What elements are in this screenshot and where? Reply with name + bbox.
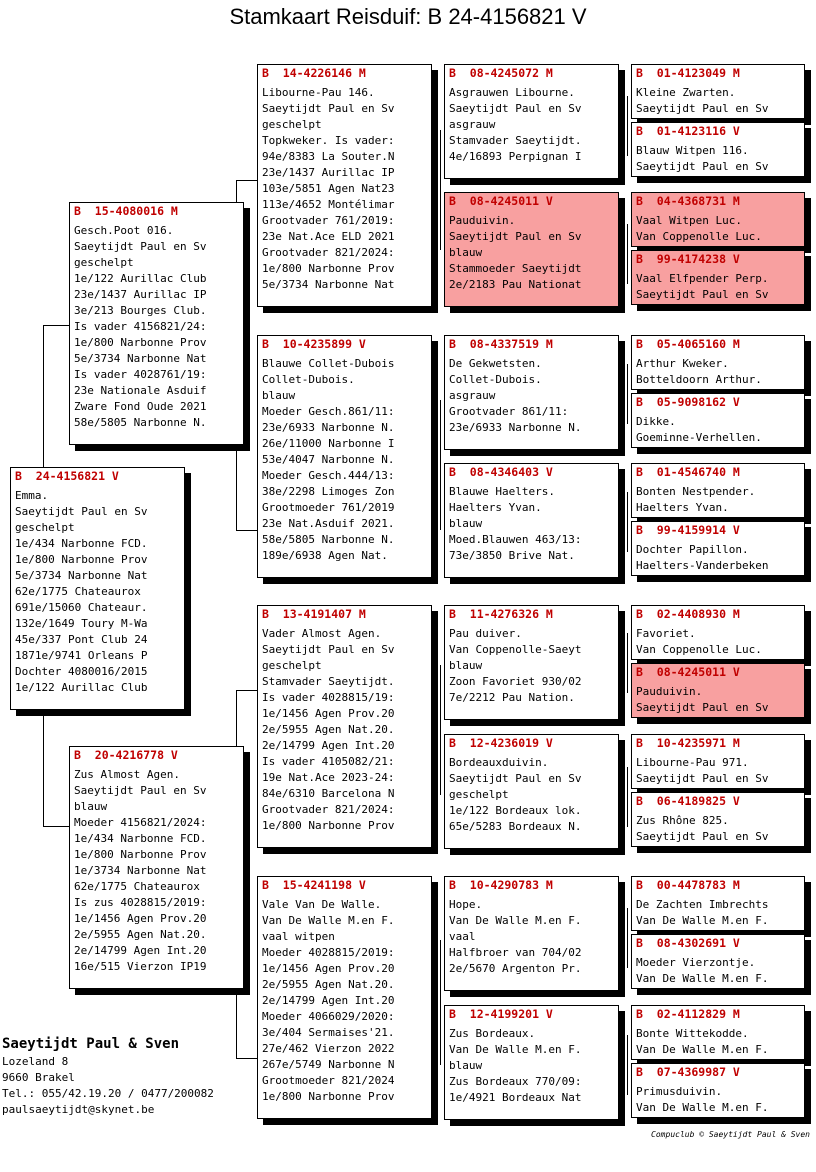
card-line: blauw bbox=[449, 659, 483, 672]
card-line: 1e/800 Narbonne Prov bbox=[15, 553, 148, 566]
owner-city: 9660 Brakel bbox=[2, 1071, 75, 1084]
card-line: Zware Fond Oude 2021 bbox=[74, 400, 207, 413]
card-line: Is vader 4028761/19: bbox=[74, 368, 207, 381]
ring-number: B 13-4191407 M bbox=[262, 607, 366, 621]
card-line: Saeytijdt Paul en Sv bbox=[636, 772, 769, 785]
card-line: Van Coppenolle Luc. bbox=[636, 230, 762, 243]
card-line: 84e/6310 Barcelona N bbox=[262, 787, 395, 800]
card-line: Saeytijdt Paul en Sv bbox=[449, 230, 582, 243]
ring-number: B 15-4080016 M bbox=[74, 204, 178, 218]
card-line: geschelpt bbox=[15, 521, 75, 534]
pigeon-card-g16[interactable] bbox=[631, 1063, 805, 1118]
card-line: Moeder 4156821/2024: bbox=[74, 816, 207, 829]
card-line: 1e/800 Narbonne Prov bbox=[74, 848, 207, 861]
card-line: 45e/337 Pont Club 24 bbox=[15, 633, 148, 646]
connector-line bbox=[440, 130, 441, 250]
pigeon-card-mfm[interactable] bbox=[444, 734, 619, 849]
card-line: 26e/11000 Narbonne I bbox=[262, 437, 395, 450]
card-line: Van De Walle M.en F. bbox=[636, 1043, 769, 1056]
card-line: Grootvader 761/2019: bbox=[262, 214, 395, 227]
card-line: 3e/213 Bourges Club. bbox=[74, 304, 207, 317]
ring-number: B 05-9098162 V bbox=[636, 395, 740, 409]
card-line: Van De Walle M.en F. bbox=[636, 972, 769, 985]
card-line: Asgrauwen Libourne. bbox=[449, 86, 575, 99]
card-line: Saeytijdt Paul en Sv bbox=[15, 505, 148, 518]
ring-number: B 99-4159914 V bbox=[636, 523, 740, 537]
pigeon-card-g11[interactable] bbox=[631, 734, 805, 789]
card-line: Stamvader Saeytijdt. bbox=[449, 134, 582, 147]
card-line: Moeder Gesch.444/13: bbox=[262, 469, 395, 482]
card-line: 5e/3734 Narbonne Nat bbox=[262, 278, 395, 291]
card-line: Stamvader Saeytijdt. bbox=[262, 675, 395, 688]
connector-line bbox=[627, 364, 628, 424]
card-line: 2e/14799 Agen Int.20 bbox=[262, 739, 395, 752]
card-line: Halfbroer van 704/02 bbox=[449, 946, 582, 959]
card-line: Saeytijdt Paul en Sv bbox=[449, 772, 582, 785]
ring-number: B 12-4236019 V bbox=[449, 736, 553, 750]
card-line: Is vader 4105082/21: bbox=[262, 755, 395, 768]
card-line: 23e/6933 Narbonne N. bbox=[262, 421, 395, 434]
card-line: Stammoeder Saeytijdt bbox=[449, 262, 582, 275]
card-line: Moeder Gesch.861/11: bbox=[262, 405, 395, 418]
card-line: Van De Walle M.en F. bbox=[449, 914, 582, 927]
ring-number: B 10-4235971 M bbox=[636, 736, 740, 750]
card-line: Pau duiver. bbox=[449, 627, 522, 640]
card-line: 1e/800 Narbonne Prov bbox=[262, 262, 395, 275]
connector-line bbox=[627, 96, 628, 156]
footer-credit: Compuclub © Saeytijdt Paul & Sven bbox=[651, 1130, 810, 1139]
card-line: Grootmoeder 761/2019 bbox=[262, 501, 395, 514]
ring-number: B 00-4478783 M bbox=[636, 878, 740, 892]
pigeon-card-g6[interactable] bbox=[631, 393, 805, 448]
card-line: Is zus 4028815/2019: bbox=[74, 896, 207, 909]
ring-number: B 10-4290783 M bbox=[449, 878, 553, 892]
card-line: 103e/5851 Agen Nat23 bbox=[262, 182, 395, 195]
card-line: Kleine Zwarten. bbox=[636, 86, 736, 99]
card-line: 2e/5670 Argenton Pr. bbox=[449, 962, 582, 975]
connector-line bbox=[627, 633, 628, 693]
ring-number: B 20-4216778 V bbox=[74, 748, 178, 762]
pigeon-card-g13[interactable] bbox=[631, 876, 805, 931]
card-line: Van De Walle M.en F. bbox=[262, 914, 395, 927]
card-line: Saeytijdt Paul en Sv bbox=[636, 830, 769, 843]
card-line: Emma. bbox=[15, 489, 49, 502]
card-line: blauw bbox=[449, 246, 483, 259]
card-line: 23e/1437 Aurillac IP bbox=[262, 166, 395, 179]
card-line: Pauduivin. bbox=[636, 685, 703, 698]
card-line: 3e/404 Sermaises'21. bbox=[262, 1026, 395, 1039]
card-line: blauw bbox=[262, 389, 296, 402]
card-line: 2e/14799 Agen Int.20 bbox=[74, 944, 207, 957]
ring-number: B 12-4199201 V bbox=[449, 1007, 553, 1021]
card-line: Dochter 4080016/2015 bbox=[15, 665, 148, 678]
card-line: Van De Walle M.en F. bbox=[449, 1043, 582, 1056]
card-line: Topkweker. Is vader: bbox=[262, 134, 395, 147]
card-line: Zus Bordeaux. bbox=[449, 1027, 536, 1040]
card-line: Saeytijdt Paul en Sv bbox=[636, 102, 769, 115]
ring-number: B 14-4226146 M bbox=[262, 66, 366, 80]
card-line: Zus Bordeaux 770/09: bbox=[449, 1075, 582, 1088]
card-line: Saeytijdt Paul en Sv bbox=[262, 102, 395, 115]
card-line: Moeder 4066029/2020: bbox=[262, 1010, 395, 1023]
card-line: geschelpt bbox=[262, 659, 322, 672]
pigeon-card-mmm[interactable] bbox=[444, 1005, 619, 1120]
card-line: 23e Nat.Asduif 2021. bbox=[262, 517, 395, 530]
card-line: 1e/122 Bordeaux lok. bbox=[449, 804, 582, 817]
connector-line bbox=[43, 826, 70, 827]
card-line: Goeminne-Verhellen. bbox=[636, 431, 762, 444]
card-line: 691e/15060 Chateaur. bbox=[15, 601, 148, 614]
ring-number: B 99-4174238 V bbox=[636, 252, 740, 266]
card-line: geschelpt bbox=[449, 788, 509, 801]
card-line: Botteldoorn Arthur. bbox=[636, 373, 762, 386]
card-line: Zus Almost Agen. bbox=[74, 768, 180, 781]
card-line: 16e/515 Vierzon IP19 bbox=[74, 960, 207, 973]
connector-line bbox=[440, 940, 441, 1065]
card-line: 2e/5955 Agen Nat.20. bbox=[74, 928, 207, 941]
connector-line bbox=[236, 690, 258, 691]
card-line: 23e Nationale Asduif bbox=[74, 384, 207, 397]
owner-info bbox=[2, 1034, 214, 1118]
card-line: Van De Walle M.en F. bbox=[636, 1101, 769, 1114]
owner-street: Lozeland 8 bbox=[2, 1055, 69, 1068]
card-line: 5e/3734 Narbonne Nat bbox=[74, 352, 207, 365]
card-line: 23e/6933 Narbonne N. bbox=[449, 421, 582, 434]
pigeon-card-mf[interactable] bbox=[257, 605, 432, 848]
page-title: Stamkaart Reisduif: B 24-4156821 V bbox=[229, 4, 587, 29]
card-line: Bonten Nestpender. bbox=[636, 485, 756, 498]
ring-number: B 01-4123049 M bbox=[636, 66, 740, 80]
card-line: De Zachten Imbrechts bbox=[636, 898, 769, 911]
card-line: vaal bbox=[449, 930, 476, 943]
pigeon-card-g1[interactable] bbox=[631, 64, 805, 119]
card-line: Blauw Witpen 116. bbox=[636, 144, 749, 157]
pigeon-card-father[interactable] bbox=[69, 202, 244, 445]
card-line: 7e/2212 Pau Nation. bbox=[449, 691, 575, 704]
card-line: Zus Rhône 825. bbox=[636, 814, 729, 827]
connector-line bbox=[43, 325, 70, 326]
card-line: 19e Nat.Ace 2023-24: bbox=[262, 771, 395, 784]
card-line: Arthur Kweker. bbox=[636, 357, 729, 370]
card-line: Zoon Favoriet 930/02 bbox=[449, 675, 582, 688]
card-line: 62e/1775 Chateaurox bbox=[15, 585, 141, 598]
card-line: Moeder 4028815/2019: bbox=[262, 946, 395, 959]
connector-line bbox=[236, 180, 258, 181]
card-line: Saeytijdt Paul en Sv bbox=[449, 102, 582, 115]
card-line: Vaal Witpen Luc. bbox=[636, 214, 742, 227]
card-line: Grootvader 861/11: bbox=[449, 405, 569, 418]
card-line: Saeytijdt Paul en Sv bbox=[74, 784, 207, 797]
card-line: Favoriet. bbox=[636, 627, 696, 640]
card-line: Saeytijdt Paul en Sv bbox=[636, 160, 769, 173]
ring-number: B 24-4156821 V bbox=[15, 469, 119, 483]
card-line: Grootmoeder 821/2024 bbox=[262, 1074, 395, 1087]
card-line: Collet-Dubois. bbox=[262, 373, 355, 386]
ring-number: B 08-4346403 V bbox=[449, 465, 553, 479]
ring-number: B 07-4369987 V bbox=[636, 1065, 740, 1079]
card-line: Is vader 4028815/19: bbox=[262, 691, 395, 704]
pigeon-card-g4[interactable] bbox=[631, 250, 805, 305]
card-line: Haelters Yvan. bbox=[449, 501, 542, 514]
card-line: Moeder Vierzontje. bbox=[636, 956, 756, 969]
card-line: Saeytijdt Paul en Sv bbox=[636, 701, 769, 714]
ring-number: B 05-4065160 M bbox=[636, 337, 740, 351]
card-line: geschelpt bbox=[74, 256, 134, 269]
owner-phone: Tel.: 055/42.19.20 / 0477/200082 bbox=[2, 1087, 214, 1100]
card-line: 1e/800 Narbonne Prov bbox=[262, 819, 395, 832]
card-line: 1e/434 Narbonne FCD. bbox=[74, 832, 207, 845]
ring-number: B 08-4245011 V bbox=[636, 665, 740, 679]
card-line: 94e/8383 La Souter.N bbox=[262, 150, 395, 163]
card-line: 65e/5283 Bordeaux N. bbox=[449, 820, 582, 833]
pigeon-card-ff[interactable] bbox=[257, 64, 432, 307]
pigeon-card-mmf[interactable] bbox=[444, 876, 619, 991]
card-line: Libourne-Pau 146. bbox=[262, 86, 375, 99]
pigeon-card-g8[interactable] bbox=[631, 521, 805, 576]
card-line: Saeytijdt Paul en Sv bbox=[74, 240, 207, 253]
ring-number: B 08-4245072 M bbox=[449, 66, 553, 80]
connector-line bbox=[627, 908, 628, 968]
card-line: geschelpt bbox=[262, 118, 322, 131]
pigeon-card-mother[interactable] bbox=[69, 746, 244, 989]
pigeon-card-g5[interactable] bbox=[631, 335, 805, 390]
ring-number: B 15-4241198 V bbox=[262, 878, 366, 892]
pigeon-card-fm[interactable] bbox=[257, 335, 432, 578]
pigeon-card-g14[interactable] bbox=[631, 934, 805, 989]
pigeon-card-fff[interactable] bbox=[444, 64, 619, 179]
card-line: 62e/1775 Chateaurox bbox=[74, 880, 200, 893]
card-line: Saeytijdt Paul en Sv bbox=[636, 288, 769, 301]
card-line: Primusduivin. bbox=[636, 1085, 723, 1098]
card-line: Collet-Dubois. bbox=[449, 373, 542, 386]
pigeon-card-mm[interactable] bbox=[257, 876, 432, 1119]
card-line: 1e/800 Narbonne Prov bbox=[262, 1090, 395, 1103]
card-line: 2e/14799 Agen Int.20 bbox=[262, 994, 395, 1007]
connector-line bbox=[236, 530, 258, 531]
card-line: 2e/5955 Agen Nat.20. bbox=[262, 978, 395, 991]
card-line: Grootvader 821/2024: bbox=[262, 246, 395, 259]
ring-number: B 01-4123116 V bbox=[636, 124, 740, 138]
connector-line bbox=[627, 492, 628, 552]
connector-line bbox=[236, 1058, 258, 1059]
card-line: 4e/16893 Perpignan I bbox=[449, 150, 582, 163]
card-line: asgrauw bbox=[449, 389, 496, 402]
card-line: 53e/4047 Narbonne N. bbox=[262, 453, 395, 466]
card-line: 1e/434 Narbonne FCD. bbox=[15, 537, 148, 550]
card-line: Vaal Elfpender Perp. bbox=[636, 272, 769, 285]
connector-line bbox=[43, 708, 44, 826]
card-line: 1e/3734 Narbonne Nat bbox=[74, 864, 207, 877]
pigeon-card-g7[interactable] bbox=[631, 463, 805, 518]
card-line: 113e/4652 Montélimar bbox=[262, 198, 395, 211]
card-line: Dikke. bbox=[636, 415, 676, 428]
card-line: Van De Walle M.en F. bbox=[636, 914, 769, 927]
card-line: Blauwe Haelters. bbox=[449, 485, 555, 498]
connector-line bbox=[43, 325, 44, 470]
card-line: 27e/462 Vierzon 2022 bbox=[262, 1042, 395, 1055]
ring-number: B 06-4189825 V bbox=[636, 794, 740, 808]
card-line: 1e/800 Narbonne Prov bbox=[74, 336, 207, 349]
card-line: Bordeauxduivin. bbox=[449, 756, 549, 769]
owner-name: Saeytijdt Paul & Sven bbox=[2, 1036, 180, 1052]
pigeon-card-mff[interactable] bbox=[444, 605, 619, 720]
card-line: vaal witpen bbox=[262, 930, 335, 943]
card-line: Vader Almost Agen. bbox=[262, 627, 382, 640]
card-line: Vale Van De Walle. bbox=[262, 898, 382, 911]
card-line: Van Coppenolle-Saeyt bbox=[449, 643, 582, 656]
connector-line bbox=[627, 767, 628, 827]
ring-number: B 11-4276326 M bbox=[449, 607, 553, 621]
pigeon-card-fmf[interactable] bbox=[444, 335, 619, 450]
owner-email: paulsaeytijdt@skynet.be bbox=[2, 1103, 155, 1116]
card-line: 1e/122 Aurillac Club bbox=[74, 272, 207, 285]
ring-number: B 08-4337519 M bbox=[449, 337, 553, 351]
card-line: 1e/4921 Bordeaux Nat bbox=[449, 1091, 582, 1104]
ring-number: B 10-4235899 V bbox=[262, 337, 366, 351]
pigeon-card-g9[interactable] bbox=[631, 605, 805, 660]
pigeon-card-ffm[interactable] bbox=[444, 192, 619, 307]
card-line: Blauwe Collet-Dubois bbox=[262, 357, 395, 370]
card-line: Is vader 4156821/24: bbox=[74, 320, 207, 333]
connector-line bbox=[627, 224, 628, 284]
ring-number: B 08-4245011 V bbox=[449, 194, 553, 208]
connector-line bbox=[627, 1035, 628, 1095]
card-line: Haelters Yvan. bbox=[636, 501, 729, 514]
card-line: Saeytijdt Paul en Sv bbox=[262, 643, 395, 656]
card-line: 132e/1649 Toury M-Wa bbox=[15, 617, 148, 630]
pigeon-card-g10[interactable] bbox=[631, 663, 805, 718]
pigeon-card-g2[interactable] bbox=[631, 122, 805, 177]
card-line: Hope. bbox=[449, 898, 483, 911]
ring-number: B 04-4368731 M bbox=[636, 194, 740, 208]
card-line: Haelters-Vanderbeken bbox=[636, 559, 769, 572]
ring-number: B 02-4112829 M bbox=[636, 1007, 740, 1021]
connector-line bbox=[440, 400, 441, 530]
card-line: 58e/5805 Narbonne N. bbox=[74, 416, 207, 429]
card-line: 2e/5955 Agen Nat.20. bbox=[262, 723, 395, 736]
card-line: 2e/2183 Pau Nationat bbox=[449, 278, 582, 291]
card-line: 58e/5805 Narbonne N. bbox=[262, 533, 395, 546]
card-line: Pauduivin. bbox=[449, 214, 516, 227]
card-line: 5e/3734 Narbonne Nat bbox=[15, 569, 148, 582]
card-line: Gesch.Poot 016. bbox=[74, 224, 174, 237]
card-line: blauw bbox=[449, 517, 483, 530]
card-line: 23e/1437 Aurillac IP bbox=[74, 288, 207, 301]
pigeon-card-g15[interactable] bbox=[631, 1005, 805, 1060]
card-line: 1e/1456 Agen Prov.20 bbox=[262, 962, 395, 975]
card-line: Moed.Blauwen 463/13: bbox=[449, 533, 582, 546]
card-line: Van Coppenolle Luc. bbox=[636, 643, 762, 656]
pigeon-card-g3[interactable] bbox=[631, 192, 805, 247]
ring-number: B 08-4302691 V bbox=[636, 936, 740, 950]
card-line: Libourne-Pau 971. bbox=[636, 756, 749, 769]
card-line: 23e Nat.Ace ELD 2021 bbox=[262, 230, 395, 243]
pigeon-card-fmm[interactable] bbox=[444, 463, 619, 578]
card-line: blauw bbox=[449, 1059, 483, 1072]
card-line: blauw bbox=[74, 800, 108, 813]
pigeon-card-subject[interactable] bbox=[10, 467, 185, 710]
card-line: 1e/122 Aurillac Club bbox=[15, 681, 148, 694]
card-line: asgrauw bbox=[449, 118, 496, 131]
card-line: De Gekwetsten. bbox=[449, 357, 542, 370]
connector-line bbox=[440, 665, 441, 795]
card-line: 189e/6938 Agen Nat. bbox=[262, 549, 388, 562]
pigeon-card-g12[interactable] bbox=[631, 792, 805, 847]
card-line: 1e/1456 Agen Prov.20 bbox=[262, 707, 395, 720]
card-line: 1871e/9741 Orleans P bbox=[15, 649, 148, 662]
card-line: Bonte Wittekodde. bbox=[636, 1027, 749, 1040]
ring-number: B 01-4546740 M bbox=[636, 465, 740, 479]
card-line: 1e/1456 Agen Prov.20 bbox=[74, 912, 207, 925]
card-line: 73e/3850 Brive Nat. bbox=[449, 549, 575, 562]
card-line: Dochter Papillon. bbox=[636, 543, 749, 556]
card-line: 267e/5749 Narbonne N bbox=[262, 1058, 395, 1071]
ring-number: B 02-4408930 M bbox=[636, 607, 740, 621]
card-line: Grootvader 821/2024: bbox=[262, 803, 395, 816]
card-line: 38e/2298 Limoges Zon bbox=[262, 485, 395, 498]
